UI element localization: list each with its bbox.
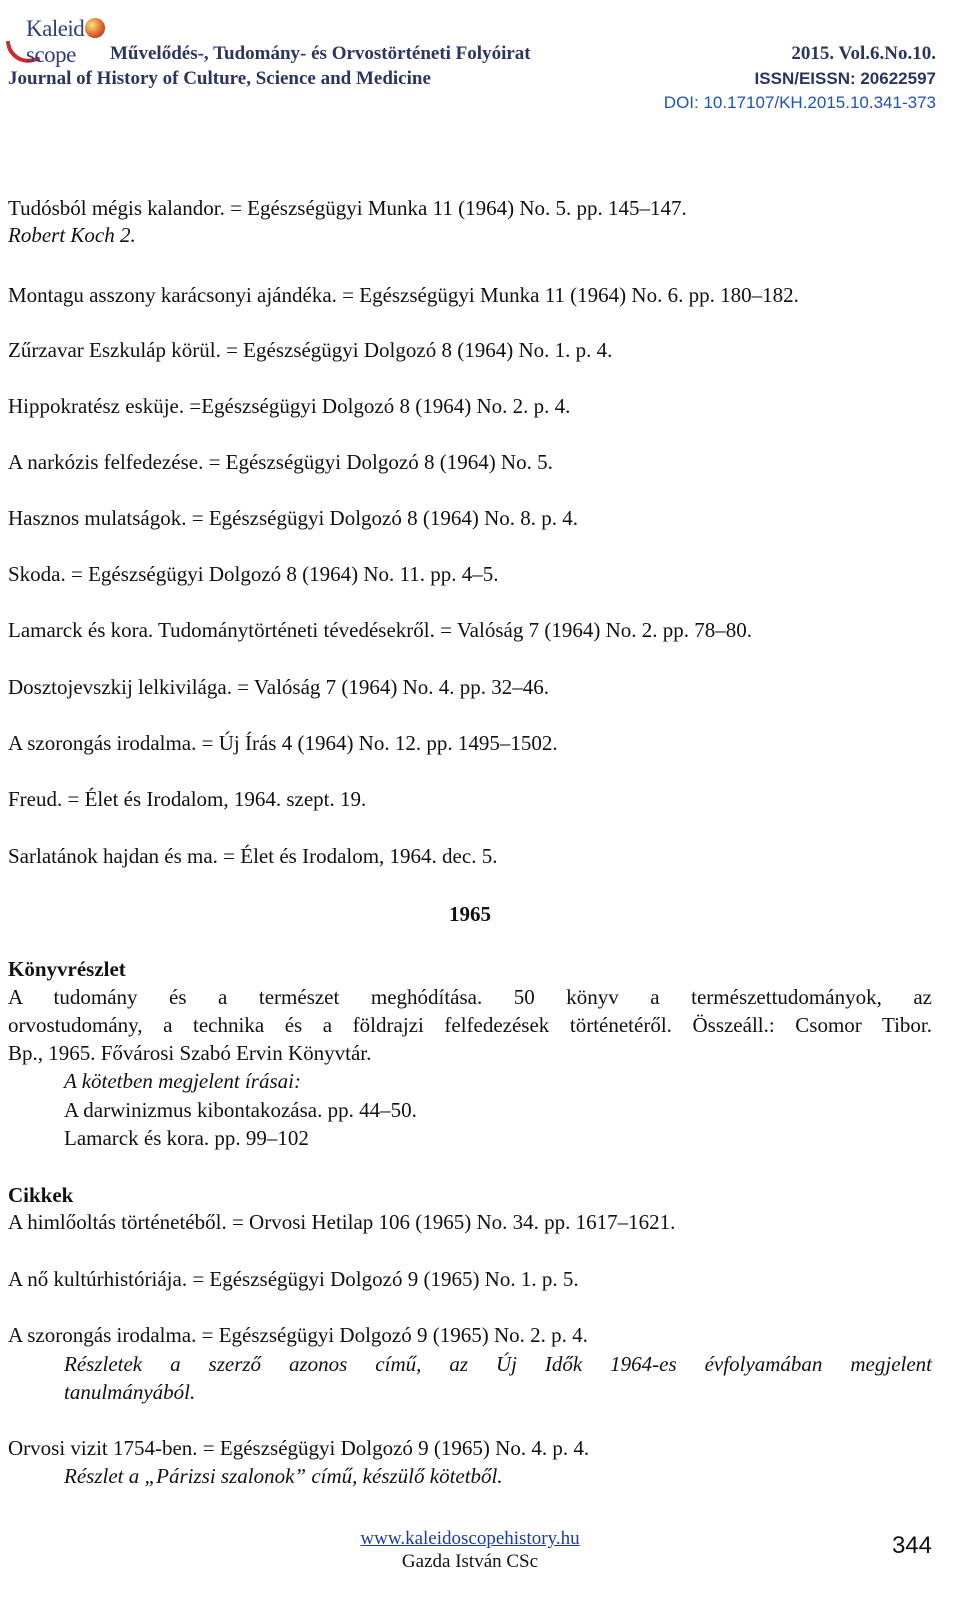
bibliography-entry: Dosztojevszkij lelkivilága. = Valóság 7 (1964) No. 4. pp. 32–46. <box>8 675 550 699</box>
bibliography-entry: Freud. = Élet és Irodalom, 1964. szept. 19. <box>8 787 367 811</box>
globe-icon <box>85 18 105 38</box>
logo-wordmark: Kaleidscope <box>26 16 112 68</box>
book-description-line: Bp., 1965. Fővárosi Szabó Ervin Könyvtár. <box>8 1041 372 1065</box>
bibliography-entry: A narkózis felfedezése. = Egészségügyi Dolgozó 8 (1964) No. 5. <box>8 450 553 474</box>
journal-title-en: Journal of History of Culture, Science and Medicine <box>8 68 431 89</box>
bibliography-entry: Skoda. = Egészségügyi Dolgozó 8 (1964) No. 11. pp. 4–5. <box>8 562 499 586</box>
book-description-line: orvostudomány, a technika és a földrajzi felfedezések történetéről. Összeáll.: Csomor Tibor. <box>8 1013 932 1037</box>
kaleidoscope-logo <box>8 12 112 67</box>
bibliography-entry: A szorongás irodalma. = Új Írás 4 (1964) No. 12. pp. 1495–1502. <box>8 731 558 755</box>
bibliography-entry: Hippokratész esküje. =Egészségügyi Dolgozó 8 (1964) No. 2. p. 4. <box>8 394 571 418</box>
bibliography-entry: Tudósból mégis kalandor. = Egészségügyi Munka 11 (1964) No. 5. pp. 145–147. <box>8 196 687 220</box>
footer-website-link[interactable]: www.kaleidoscopehistory.hu <box>360 1528 580 1549</box>
article-entry: A himlőoltás történetéből. = Orvosi Hetilap 106 (1965) No. 34. pp. 1617–1621. <box>8 1210 676 1234</box>
book-contents-item: Lamarck és kora. pp. 99–102 <box>64 1126 309 1150</box>
bibliography-entry: Hasznos mulatságok. = Egészségügyi Dolgozó 8 (1964) No. 8. p. 4. <box>8 506 579 530</box>
book-contents-heading: A kötetben megjelent írásai: <box>64 1069 301 1093</box>
section-heading-book: Könyvrészlet <box>8 957 126 981</box>
article-note: tanulmányából. <box>64 1380 196 1404</box>
bibliography-entry: Lamarck és kora. Tudománytörténeti tévedésekről. = Valóság 7 (1964) No. 2. pp. 78–80. <box>8 618 752 642</box>
bibliography-entry: Sarlatánok hajdan és ma. = Élet és Irodalom, 1964. dec. 5. <box>8 844 498 868</box>
journal-title-hu: Művelődés-, Tudomány- és Orvostörténeti Folyóirat <box>110 43 531 64</box>
page-number: 344 <box>891 1532 932 1559</box>
article-note: Részlet a „Párizsi szalonok” című, készülő kötetből. <box>64 1464 503 1488</box>
article-entry: Orvosi vizit 1754-ben. = Egészségügyi Dolgozó 9 (1965) No. 4. p. 4. <box>8 1436 590 1460</box>
journal-issn: ISSN/EISSN: 20622597 <box>754 69 936 88</box>
article-entry: A nő kultúrhistóriája. = Egészségügyi Dolgozó 9 (1965) No. 1. p. 5. <box>8 1267 579 1291</box>
bibliography-note: Robert Koch 2. <box>8 223 136 247</box>
book-contents-item: A darwinizmus kibontakozása. pp. 44–50. <box>64 1098 417 1122</box>
article-note: Részletek a szerző azonos című, az Új Idők 1964-es évfolyamában megjelent <box>64 1352 932 1376</box>
section-heading-articles: Cikkek <box>8 1183 74 1207</box>
year-heading: 1965 <box>449 902 491 926</box>
journal-volume: 2015. Vol.6.No.10. <box>791 43 936 64</box>
article-entry: A szorongás irodalma. = Egészségügyi Dolgozó 9 (1965) No. 2. p. 4. <box>8 1323 588 1347</box>
footer-author: Gazda István CSc <box>401 1551 539 1572</box>
bibliography-entry: Zűrzavar Eszkuláp körül. = Egészségügyi Dolgozó 8 (1964) No. 1. p. 4. <box>8 338 613 362</box>
book-description-line: A tudomány és a természet meghódítása. 50 könyv a természettudományok, az <box>8 985 932 1009</box>
bibliography-entry: Montagu asszony karácsonyi ajándéka. = Egészségügyi Munka 11 (1964) No. 6. pp. 180–182. <box>8 283 799 307</box>
doi-link[interactable]: DOI: 10.17107/KH.2015.10.341-373 <box>663 93 936 112</box>
